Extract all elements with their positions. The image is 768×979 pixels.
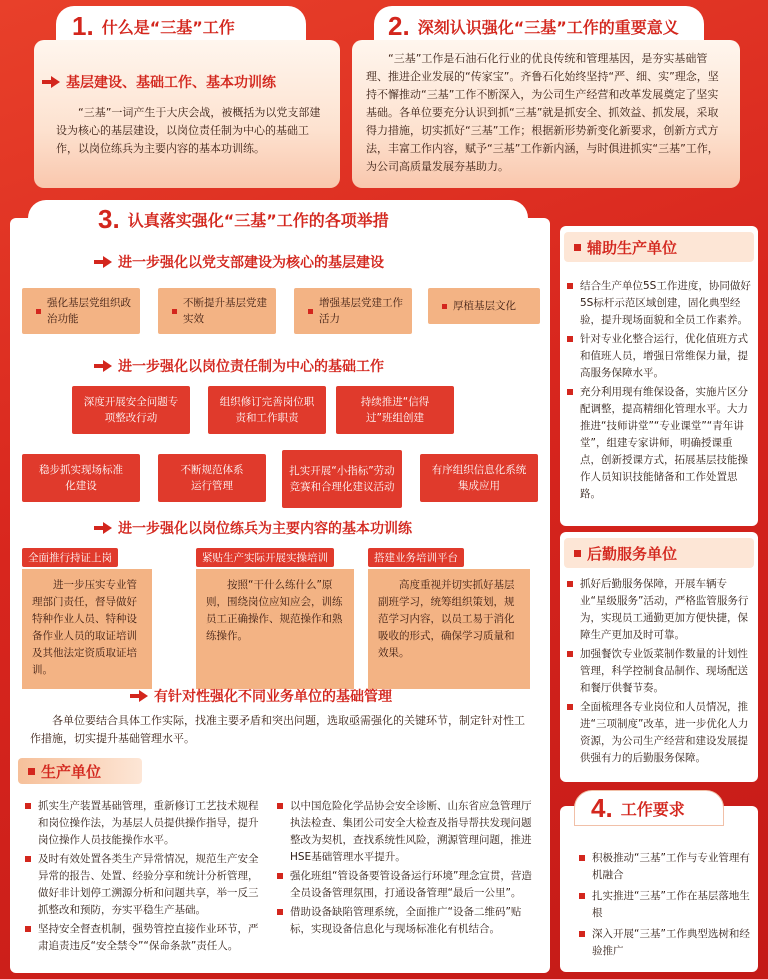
training-col-1-head: 全面推行持证上岗 — [22, 548, 118, 567]
section3-subhead-2: 进一步强化以岗位责任制为中心的基础工作 — [94, 356, 384, 376]
arrow-right-icon — [130, 690, 148, 702]
section2-title: 深刻认识强化“三基”工作的重要意义 — [417, 17, 679, 37]
list-item: 坚持安全督查机制，强势管控直接作业环节，严肃追责违反“安全禁令”“保命条款”责任人。 — [24, 921, 260, 955]
foundation-item-1: 深度开展安全问题专项整改行动 — [72, 386, 190, 434]
grassroots-item-2: 不断提升基层党建实效 — [158, 288, 276, 334]
list-item: 抓实生产装置基础管理，重新修订工艺技术规程和岗位操作法，为基层人员提供操作指导，提升岗位操作人员技能操作水平。 — [24, 798, 260, 849]
training-col-3-body: 高度重视并切实抓好基层副班学习，统筹组织策划，规范学习内容，以员工易于消化吸收的形式，确保学习质量和效果。 — [368, 569, 530, 689]
training-col-1 — [22, 546, 152, 689]
training-col-3-head: 搭建业务培训平台 — [368, 548, 464, 567]
square-bullet-icon — [28, 768, 35, 775]
section2-body: “三基”工作是石油石化行业的优良传统和管理基因，是夯实基础管理、推进企业发展的“传家宝”。齐鲁石化始终坚持“严、细、实”理念，坚持不懈推动“三基”工作不断深入，为公司生产经营和改革发展奠定了坚实基础。各单位要充分认识到抓“三基”就是抓安全、抓效益、抓发展，采取得力措施，切实抓好“三基”工作；根据新形势新变化新要求，创新方式方法，丰富工作内容，赋予“三基”工作新内涵，与时俱进抓实“三基”工作，为公司高质量发展夯基助力。 — [366, 52, 719, 173]
foundation-item-5: 不断规范体系运行管理 — [158, 454, 266, 502]
list-item: 以中国危险化学品协会安全诊断、山东省应急管理厅执法检查、集团公司安全大检查及指导帮扶发现问题整改为契机，查找系统性风险，溯源管理问题，推进HSE基础管理水平提升。 — [276, 798, 538, 866]
grassroots-item-1: 强化基层党组织政治功能 — [22, 288, 140, 334]
training-col-2-head: 紧贴生产实际开展实操培训 — [196, 548, 334, 567]
list-item: 及时有效处置各类生产异常情况，规范生产安全异常的报告、处置、经验分享和统计分析管理，做好非计划停工溯源分析和问题共享，举一反三抓整改和预防，夯实平稳生产基础。 — [24, 851, 260, 919]
section4-list — [578, 850, 754, 962]
list-item: 强化班组“管设备要管设备运行环境”理念宣贯，营造全员设备管理氛围，打通设备管理“最后一公里”。 — [276, 868, 538, 902]
arrow-right-icon — [94, 256, 112, 268]
section1-subhead: 基层建设、基础工作、基本功训练 — [42, 72, 276, 92]
aux-list — [566, 278, 752, 505]
grassroots-item-4: 厚植基层文化 — [428, 288, 540, 324]
section4-title: 工作要求 — [620, 799, 685, 819]
foundation-item-3: 持续推进“信得过”班组创建 — [336, 386, 454, 434]
square-bullet-icon — [574, 244, 581, 251]
section3-subhead-1: 进一步强化以党支部建设为核心的基层建设 — [94, 252, 384, 272]
section3-intro: 各单位要结合具体工作实际，找准主要矛盾和突出问题，选取亟需强化的关键环节，制定针对性工作措施，切实提升基础管理水平。 — [30, 714, 525, 745]
foundation-item-4: 稳步抓实现场标准化建设 — [22, 454, 140, 502]
section3-subhead-3: 进一步强化以岗位练兵为主要内容的基本功训练 — [94, 518, 412, 538]
list-item: 深入开展“三基”工作典型选树和经验推广 — [578, 926, 754, 960]
section1-body: “三基”一词产生于大庆会战，被概括为以党支部建设为核心的基层建设，以岗位责任制为中心的基础工作，以岗位练兵为主要内容的基本功训练。 — [56, 106, 321, 155]
list-item: 加强餐饮专业饭菜制作数量的计划性管理，科学控制食品制作、现场配送和餐厅供餐节奏。 — [566, 646, 752, 697]
training-col-1-body: 进一步压实专业管理部门责任，督导做好特种作业人员、特种设备作业人员的取证培训及其他法定资质取证培训。 — [22, 569, 152, 689]
production-right-list — [276, 798, 538, 940]
section3-subhead-4: 有针对性强化不同业务单位的基础管理 — [130, 686, 392, 706]
section2-panel — [352, 40, 740, 188]
section3-number: 3. — [98, 203, 120, 234]
section3-tab — [28, 200, 528, 238]
production-left-list — [24, 798, 260, 957]
foundation-item-2: 组织修订完善岗位职责和工作职责 — [208, 386, 326, 434]
list-item: 针对专业化整合运行，优化值班方式和值班人员，增强日常维保力量，提高服务保障水平。 — [566, 331, 752, 382]
list-item: 抓好后勤服务保障，开展车辆专业“星级服务”活动，严格监管服务行为，实现员工通勤更加方便快捷，保障生产更加及时可靠。 — [566, 576, 752, 644]
section1-number: 1. — [72, 10, 94, 41]
list-item: 积极推动“三基”工作与专业管理有机融合 — [578, 850, 754, 884]
square-bullet-icon — [574, 550, 581, 557]
aux-tab: 辅助生产单位 — [564, 232, 754, 262]
logistics-tab: 后勤服务单位 — [564, 538, 754, 568]
list-item: 全面梳理各专业岗位和人员情况，推进“三项制度”改革，进一步优化人力资源，为公司生产经营和建设发展提供强有力的后勤服务保障。 — [566, 699, 752, 767]
training-col-2 — [196, 546, 354, 689]
list-item: 充分利用现有维保设备，实施片区分配调整，提高精细化管理水平。大力推进“技师讲堂”“专业课堂”“青年讲堂”，组建专家讲师，明确授课重点，创新授课方式，拓展基层技能操作人员知识技能储备和工作处置思路。 — [566, 384, 752, 503]
section3-title: 认真落实强化“三基”工作的各项举措 — [127, 210, 389, 230]
training-col-2-body: 按照“干什么练什么”原则，围绕岗位应知应会，训练员工正确操作、规范操作和熟练操作。 — [196, 569, 354, 689]
grassroots-item-3: 增强基层党建工作活力 — [294, 288, 412, 334]
production-units-tab: 生产单位 — [18, 758, 142, 784]
arrow-right-icon — [42, 76, 60, 88]
logistics-list — [566, 576, 752, 769]
section1-title: 什么是“三基”工作 — [101, 17, 235, 37]
section2-number: 2. — [388, 10, 410, 41]
arrow-right-icon — [94, 360, 112, 372]
foundation-item-6: 扎实开展“小指标”劳动竞赛和合理化建议活动 — [282, 450, 402, 508]
training-col-3 — [368, 546, 530, 689]
section1-panel — [34, 40, 340, 188]
list-item: 结合生产单位5S工作进度，协同做好5S标杆示范区域创建，固化典型经验，提升现场面貌和全员工作素养。 — [566, 278, 752, 329]
foundation-item-7: 有序组织信息化系统集成应用 — [420, 454, 538, 502]
list-item: 扎实推进“三基”工作在基层落地生根 — [578, 888, 754, 922]
section4-tab — [574, 790, 724, 826]
arrow-right-icon — [94, 522, 112, 534]
section4-number: 4. — [591, 792, 613, 823]
list-item: 借助设备缺陷管理系统，全面推广“设备二维码”贴标，实现设备信息化与现场标准化有机结合。 — [276, 904, 538, 938]
